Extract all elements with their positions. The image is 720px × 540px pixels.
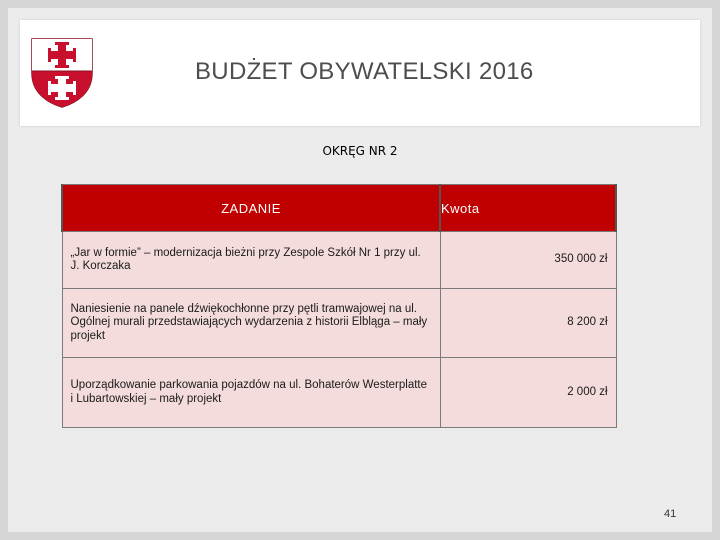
amount-cell: 2 000 zł [440,358,616,428]
task-cell: Uporządkowanie parkowania pojazdów na ul. Bohaterów Westerplatte i Lubartowskiej – mały projekt [62,358,440,428]
table-header-row [62,185,616,232]
page-number: 41 [664,508,677,520]
district-subtitle: OKRĘG NR 2 [322,144,398,158]
amount-cell: 350 000 zł [440,232,616,289]
table-row [62,358,616,428]
table-row [62,289,616,358]
task-cell: „Jar w formie” – modernizacja bieżni przy Zespole Szkół Nr 1 przy ul. J. Korczaka [62,232,440,289]
column-header-amount: Kwota [440,185,616,232]
table-row [62,232,616,289]
task-cell: Naniesienie na panele dźwiękochłonne przy pętli tramwajowej na ul. Ogólnej murali przedstawiających wydarzenia z historii Elbląga – mały projekt [62,289,440,358]
budget-table [61,184,617,428]
column-header-task: ZADANIE [62,185,440,232]
coat-of-arms-icon [30,37,94,109]
page-title: BUDŻET OBYWATELSKI 2016 [195,58,534,85]
amount-cell: 8 200 zł [440,289,616,358]
